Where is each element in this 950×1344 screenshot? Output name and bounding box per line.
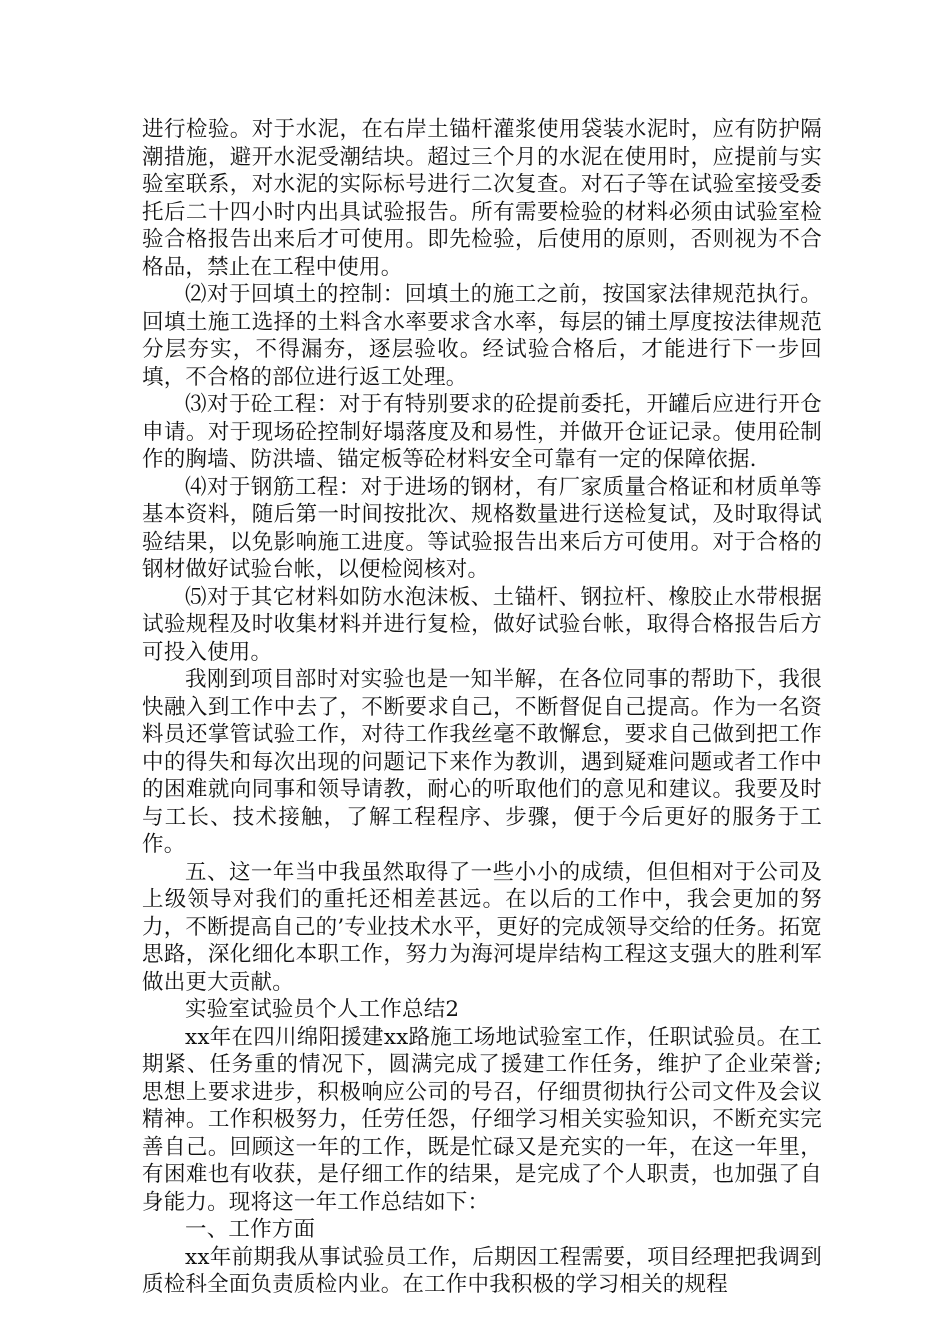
paragraph-personal-experience: 我刚到项目部时对实验也是一知半解，在各位同事的帮助下，我很快融入到工作中去了，不断要求自己，不断督促自己提高。作为一名资料员还掌管试验工作，对待工作我丝毫不敢懈怠，要求自己做到把工作中的得失和每次出现的问题记下来作为教训，遇到疑难问题或者工作中的困难就向同事和领导请教，耐心的听取他们的意见和建议。我要及时与工长、技术接触，了解工程程序、步骤，便于今后更好的服务于工作。 (142, 667, 822, 857)
paragraph-section-five: 五、这一年当中我虽然取得了一些小小的成绩，但但相对于公司及上级领导对我们的重托还相差甚远。在以后的工作中，我会更加的努力，不断提高自己的’专业技术水平，更好的完成领导交给的任务。拓宽思路，深化细化本职工作，努力为海河堤岸结构工程这支强大的胜利军做出更大贡献。 (142, 859, 822, 995)
section-title-summary-2: 实验室试验员个人工作总结2 (185, 997, 460, 1022)
paragraph-cement-inspection: 进行检验。对于水泥，在右岸土锚杆灌浆使用袋装水泥时，应有防护隔潮措施，避开水泥受潮结块。超过三个月的水泥在使用时，应提前与实验室联系，对水泥的实际标号进行二次复查。对石子等在试验室接受委托后二十四小时内出具试验报告。所有需要检验的材料必须由试验室检验合格报告出来后才可使用。即先检验，后使用的原则，否则视为不合格品，禁止在工程中使用。 (142, 117, 822, 280)
section-heading-work: 一、工作方面 (185, 1217, 316, 1242)
paragraph-rebar-work: ⑷对于钢筋工程：对于进场的钢材，有厂家质量合格证和材质单等基本资料，随后第一时间按批次、规格数量进行送检复试，及时取得试验结果，以免影响施工进度。等试验报告出来后方可使用。对于合格的钢材做好试验台帐，以便检阅核对。 (142, 474, 822, 582)
paragraph-sichuan-assignment: xx年在四川绵阳援建xx路施工场地试验室工作，任职试验员。在工期紧、任务重的情况下，圆满完成了援建工作任务，维护了企业荣誉;思想上要求进步，积极响应公司的号召，仔细贯彻执行公司文件及会议精神。工作积极努力，任劳任怨，仔细学习相关实验知识，不断充实完善自己。回顾这一年的工作，既是忙碌又是充实的一年，在这一年里，有困难也有收获，是仔细工作的结果，是完成了个人职责，也加强了自身能力。现将这一年工作总结如下： (142, 1024, 822, 1215)
document-page (142, 116, 822, 1299)
paragraph-quality-inspection: xx年前期我从事试验员工作，后期因工程需要，项目经理把我调到质检科全面负责质检内业。在工作中我积极的学习相关的规程 (142, 1244, 822, 1297)
paragraph-other-materials: ⑸对于其它材料如防水泡沫板、土锚杆、钢拉杆、橡胶止水带根据试验规程及时收集材料并进行复检，做好试验台帐，取得合格报告后方可投入使用。 (142, 584, 822, 665)
paragraph-backfill-control: ⑵对于回填土的控制：回填土的施工之前，按国家法律规范执行。回填土施工选择的土料含水率要求含水率，每层的铺土厚度按法律规范分层夯实，不得漏夯，逐层验收。经试验合格后，才能进行下一步回填，不合格的部位进行返工处理。 (142, 282, 822, 390)
paragraph-concrete-work: ⑶对于砼工程：对于有特别要求的砼提前委托，开罐后应进行开仓申请。对于现场砼控制好塌落度及和易性，并做开仓证记录。使用砼制作的胸墙、防洪墙、锚定板等砼材料安全可靠有一定的保障依据. (142, 392, 822, 472)
